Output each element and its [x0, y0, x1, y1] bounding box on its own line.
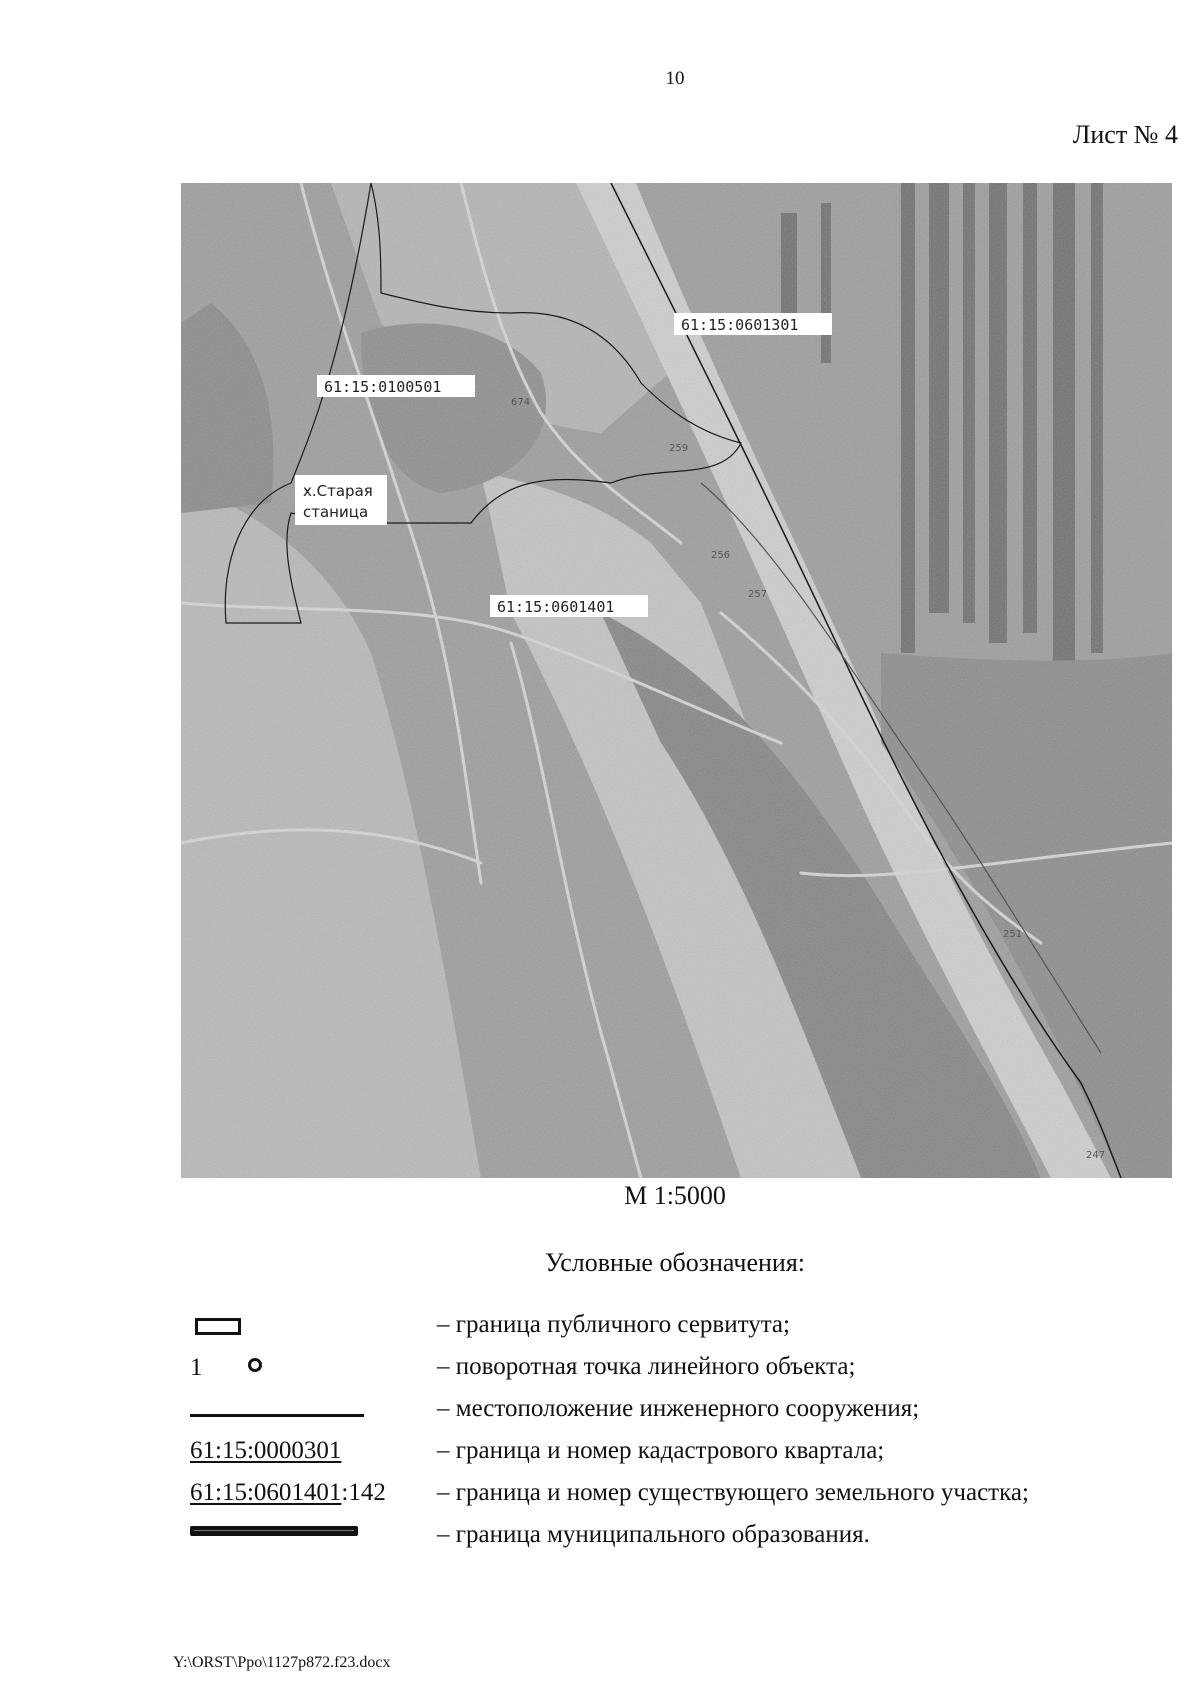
- map-label-0601301: [674, 313, 832, 335]
- point-number: 251: [1003, 929, 1023, 940]
- legend-quarter-number: 61:15:0000301: [190, 1437, 342, 1464]
- legend-item-turning-point: [0, 1350, 1200, 1386]
- map-label-text: 61:15:0100501: [324, 378, 442, 396]
- legend-description: – граница муниципального образования.: [437, 1521, 870, 1548]
- map-scale: М 1:5000: [624, 1181, 726, 1210]
- line-icon: [190, 1414, 364, 1417]
- legend-description: – граница и номер кадастрового квартала;: [437, 1437, 885, 1464]
- legend-description: – граница публичного сервитута;: [437, 1311, 790, 1338]
- map-image: [181, 183, 1172, 1178]
- legend-item-quarter: [0, 1434, 1200, 1470]
- point-number: 674: [511, 397, 531, 408]
- map-label-text: 61:15:0601301: [681, 316, 799, 334]
- legend-item-municipal: [0, 1518, 1200, 1554]
- point-number: 247: [1086, 1150, 1106, 1161]
- legend-parcel-number: 61:15:0601401: [190, 1479, 342, 1506]
- legend-item-servitude: [0, 1308, 1200, 1344]
- point-number: 259: [669, 443, 689, 454]
- footer-file-path: Y:\ORST\Ppo\1127p872.f23.docx: [173, 1654, 391, 1671]
- legend-parcel-suffix: :142: [341, 1479, 386, 1506]
- legend-description: – местоположение инженерного сооружения;: [437, 1395, 920, 1422]
- point-number: 257: [748, 589, 768, 600]
- legend-description: – граница и номер существующего земельного участка;: [437, 1479, 1029, 1506]
- point-number: 256: [711, 550, 731, 561]
- legend-title: Условные обозначения:: [544, 1248, 806, 1277]
- map-label-0601401: [490, 595, 648, 617]
- hamlet-label-line1: х.Старая: [303, 482, 373, 500]
- sheet-label: Лист № 4: [1072, 120, 1178, 149]
- circle-point-icon: [248, 1358, 262, 1372]
- rectangle-icon: [195, 1318, 241, 1335]
- thick-line-icon: [190, 1526, 358, 1536]
- legend-parcel-number-wrap: [190, 1479, 386, 1507]
- legend-description: – поворотная точка линейного объекта;: [437, 1353, 856, 1380]
- page-number: 10: [665, 68, 685, 89]
- legend-item-engineering: [0, 1392, 1200, 1428]
- map-label-text: 61:15:0601401: [497, 598, 615, 616]
- hamlet-label: [295, 475, 387, 525]
- legend-point-number: 1: [190, 1354, 203, 1381]
- legend-item-parcel: [0, 1476, 1200, 1512]
- map-label-0100501: [317, 375, 475, 397]
- hamlet-label-line2: станица: [303, 503, 369, 521]
